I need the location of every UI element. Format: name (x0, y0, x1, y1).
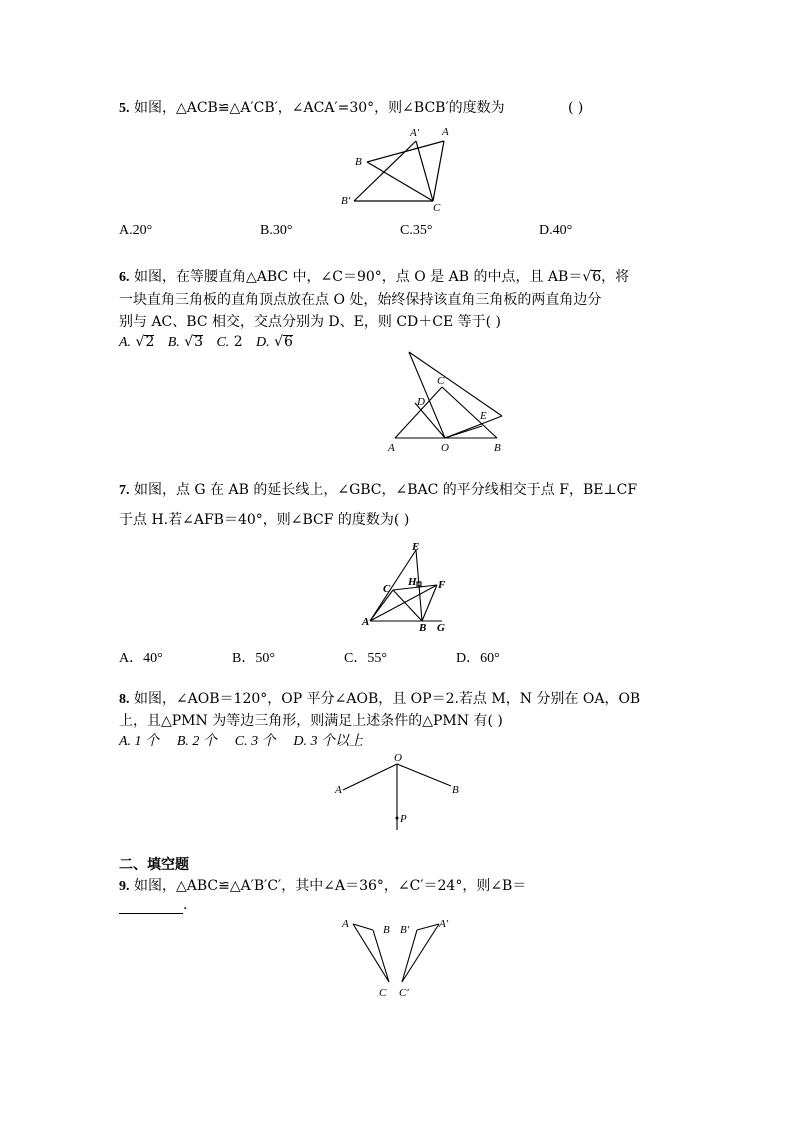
q8-option-b[interactable]: B. 2 个 (176, 734, 217, 749)
q8-label-o: O (394, 752, 402, 764)
q6-label-d: D (417, 396, 425, 408)
q5-option-c[interactable]: C.35° (400, 223, 433, 238)
q9-line1 (119, 877, 526, 896)
q7-label-c: C (383, 583, 391, 595)
q6-line1: 6. 如图，在等腰直角△ABC 中，∠C＝90°，点 O 是 AB 的中点，且 AB＝√6，将 (119, 269, 630, 285)
q6-line2: 一块直角三角板的直角顶点放在点 O 处，始终保持该直角三角板的两直角边分 (119, 292, 602, 308)
q6-option-c[interactable]: C. 2 (216, 334, 243, 350)
q9-label-b: B (383, 924, 390, 936)
q8-option-a[interactable]: A. 1 个 (119, 734, 160, 749)
q6-line1-root: 6 (592, 269, 602, 285)
q6-label-c: C (437, 375, 445, 387)
q6-label-o: O (441, 442, 449, 454)
q8-line2: 上，且△PMN 为等边三角形，则满足上述条件的△PMN 有( ) (119, 713, 503, 729)
q7-figure (360, 540, 455, 635)
q5-text: 如图，△ACB≌△A′CB′，∠ACA′=30°，则∠BCB′的度数为 (129, 100, 505, 116)
q9-line1-text: 如图，△ABC≌△A′B′C′，其中∠A＝36°，∠C′＝24°，则∠B＝ (129, 878, 527, 894)
q5-label-bprime: B′ (341, 195, 351, 207)
q8-option-d[interactable]: D. 3 个以上 (293, 734, 364, 749)
q5-number: 5. (119, 101, 130, 116)
q9-label-a: A (342, 918, 349, 930)
q7-option-a[interactable]: A．40° (119, 651, 163, 666)
q9-label-c: C (379, 987, 387, 999)
q7-label-a: A (362, 616, 370, 628)
q9-figure (335, 910, 460, 1005)
q7-label-b: B (419, 622, 427, 634)
q8-figure (330, 750, 465, 835)
q7-label-e: E (412, 541, 420, 553)
q6-line1-text: 如图，在等腰直角△ABC 中，∠C＝90°，点 O 是 AB 的中点，且 AB＝ (129, 269, 583, 285)
q8-options (119, 732, 363, 751)
q6-number: 6. (119, 270, 130, 285)
q6-line3: 别与 AC、BC 相交，交点分别为 D、E，则 CD＋CE 等于( ) (119, 314, 502, 330)
q6-options (119, 333, 293, 352)
q6-label-b: B (494, 442, 501, 454)
q6-label-e: E (480, 410, 487, 422)
q8-label-b: B (452, 784, 459, 796)
q8-label-a: A (335, 784, 342, 796)
q6-option-b[interactable]: B. √3 (167, 334, 204, 350)
q5-option-a[interactable]: A.20° (119, 223, 153, 238)
q7-label-f: F (438, 579, 446, 591)
q5-option-b[interactable]: B.30° (260, 223, 293, 238)
q9-end: . (183, 897, 188, 913)
q7-line1 (119, 481, 637, 500)
q5-label-b: B (355, 156, 362, 168)
q7-line2: 于点 H.若∠AFB＝40°，则∠BCF 的度数为( ) (119, 512, 410, 528)
q7-label-h: H (408, 576, 417, 588)
q6-option-d[interactable]: D. √6 (256, 334, 293, 350)
q8-label-p: P (400, 813, 407, 825)
q7-option-b[interactable]: B．50° (232, 651, 275, 666)
q7-option-c[interactable]: C．55° (344, 651, 387, 666)
q5-label-a: A (442, 126, 449, 138)
q6-option-a[interactable]: A. √2 (119, 334, 155, 350)
q5-option-d[interactable]: D.40° (539, 223, 573, 238)
q5-stem (119, 99, 505, 118)
q8-option-c[interactable]: C. 3 个 (234, 734, 276, 749)
q7-label-g: G (437, 622, 445, 634)
q9-number: 9. (119, 879, 130, 894)
q5-figure (340, 122, 460, 214)
section-fill-in-title: 二、填空题 (119, 857, 189, 873)
q7-option-d[interactable]: D．60° (456, 651, 500, 666)
q5-label-aprime: A′ (410, 127, 420, 139)
q6-line1-end: ，将 (601, 269, 630, 285)
q6-figure (385, 350, 510, 455)
q7-number: 7. (119, 483, 130, 498)
q7-line1-text: 如图，点 G 在 AB 的延长线上，∠GBC，∠BAC 的平分线相交于点 F，BE⊥CF (129, 482, 638, 498)
q9-answer-line (119, 896, 187, 914)
q5-label-c: C (433, 202, 441, 214)
q5-paren: ( ) (568, 100, 584, 116)
q8-number: 8. (119, 692, 130, 707)
q9-label-aprime: A′ (439, 918, 449, 930)
q8-line1 (119, 690, 640, 709)
q8-line1-text: 如图，∠AOB＝120°，OP 平分∠AOB，且 OP＝2.若点 M，N 分别在 OA，OB (129, 691, 641, 707)
q9-answer-blank[interactable] (119, 899, 183, 914)
q6-label-a: A (388, 442, 395, 454)
q9-label-bprime: B′ (400, 924, 410, 936)
q9-label-cprime: C′ (399, 987, 409, 999)
